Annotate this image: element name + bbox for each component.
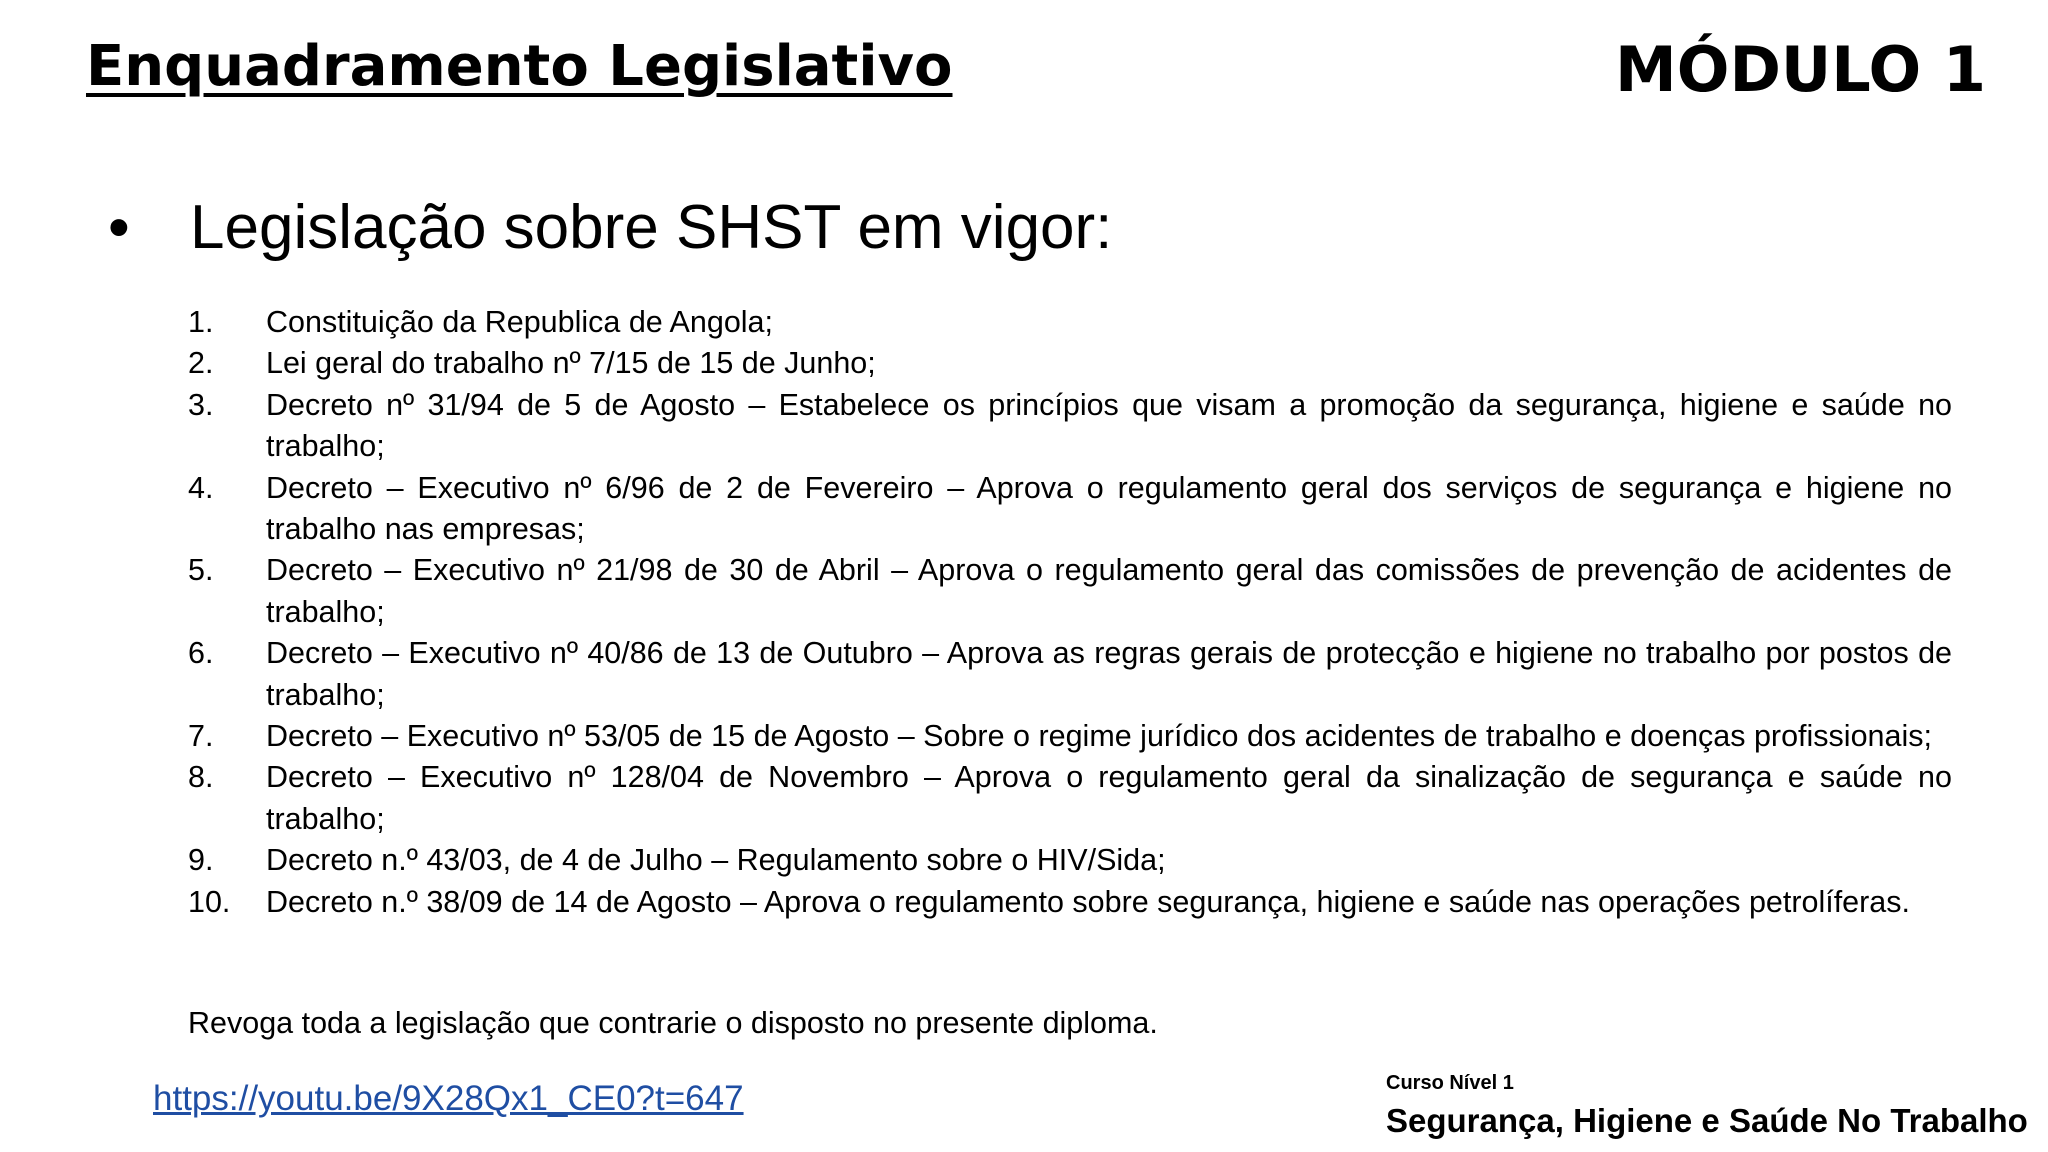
- list-item-number: 7.: [188, 719, 214, 754]
- bullet-icon: •: [108, 193, 130, 262]
- list-item: [188, 757, 1952, 840]
- list-item-number: 8.: [188, 760, 214, 795]
- list-item: [188, 550, 1952, 633]
- list-item-text: Lei geral do trabalho nº 7/15 de 15 de Junho;: [266, 346, 876, 381]
- list-item-text: Decreto n.º 38/09 de 14 de Agosto – Aprova o regulamento sobre segurança, higiene e saúde nas operações petrolíferas.: [266, 884, 1910, 919]
- list-item-text: Decreto – Executivo nº 53/05 de 15 de Agosto – Sobre o regime jurídico dos acidentes de trabalho e doenças profissionais;: [266, 719, 1932, 754]
- slide-title: Enquadramento Legislativo: [86, 34, 953, 99]
- list-item-number: 3.: [188, 387, 214, 422]
- list-item-number: 6.: [188, 636, 214, 671]
- list-item-text: Decreto n.º 43/03, de 4 de Julho – Regulamento sobre o HIV/Sida;: [266, 843, 1166, 878]
- list-item: [188, 840, 1952, 881]
- list-item-number: 1.: [188, 305, 214, 339]
- list-item: [188, 385, 1952, 468]
- list-item-number: 4.: [188, 470, 214, 505]
- list-item-text: Decreto – Executivo nº 6/96 de 2 de Fevereiro – Aprova o regulamento geral dos serviços de segurança e higiene no trabalho nas empresas;: [266, 470, 1952, 547]
- legislation-list: [188, 302, 1952, 923]
- list-item-text: Constituição da Republica de Angola;: [266, 305, 773, 339]
- list-item-text: Decreto – Executivo nº 21/98 de 30 de Abril – Aprova o regulamento geral das comissões de prevenção de acidentes de trabalho;: [266, 553, 1952, 629]
- list-item-number: 2.: [188, 346, 214, 381]
- list-item: [188, 343, 1952, 384]
- section-heading-text: Legislação sobre SHST em vigor:: [190, 193, 1113, 262]
- list-item-number: 5.: [188, 553, 214, 588]
- list-item-text: Decreto – Executivo nº 128/04 de Novembro – Aprova o regulamento geral da sinalização de segurança e saúde no trabalho;: [266, 760, 1952, 836]
- list-item: [188, 468, 1952, 551]
- course-name: Segurança, Higiene e Saúde No Trabalho: [1386, 1102, 2028, 1139]
- revocation-note: Revoga toda a legislação que contrarie o disposto no presente diploma.: [188, 1006, 1158, 1040]
- list-item: [188, 302, 1952, 343]
- module-label: MÓDULO 1: [1615, 33, 1986, 106]
- list-item: [188, 633, 1952, 716]
- list-item-number: 9.: [188, 843, 214, 878]
- list-item: [188, 716, 1952, 757]
- course-level: Curso Nível 1: [1386, 1072, 1514, 1094]
- list-item-number: 10.: [188, 884, 231, 919]
- list-item: [188, 882, 1952, 923]
- list-item-text: Decreto nº 31/94 de 5 de Agosto – Estabelece os princípios que visam a promoção da segurança, higiene e saúde no trabalho;: [266, 387, 1952, 464]
- video-link[interactable]: https://youtu.be/9X28Qx1_CE0?t=647: [153, 1079, 744, 1118]
- section-heading: [108, 188, 1112, 268]
- list-item-text: Decreto – Executivo nº 40/86 de 13 de Outubro – Aprova as regras gerais de protecção e higiene no trabalho por postos de trabalho;: [266, 636, 1952, 712]
